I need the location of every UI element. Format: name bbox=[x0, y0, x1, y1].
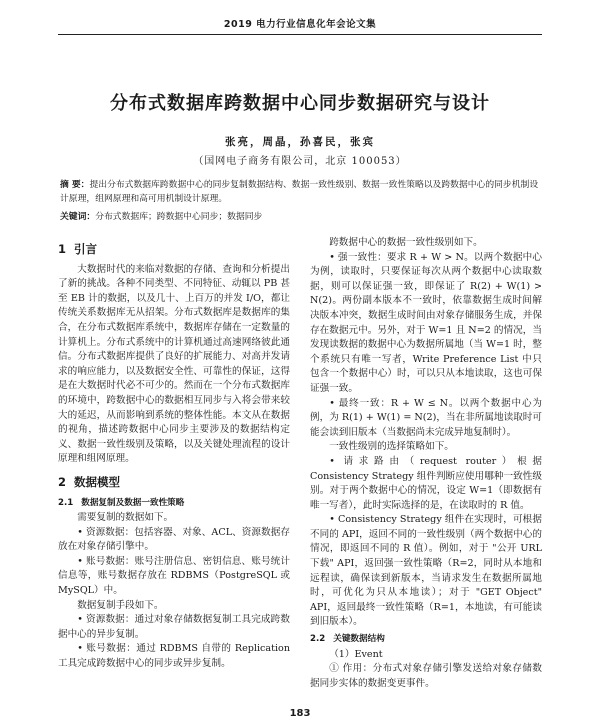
body-paragraph: ① 作用：分布式对象存储引擎发送给对象存储数据同步实体的数据变更事件。 bbox=[310, 663, 542, 689]
body-paragraph: • 账号数据：通过 RDBMS 自带的 Replication 工具完成跨数据中心的同步或异步复制。 bbox=[58, 643, 290, 670]
subsection-number: 2.1 bbox=[58, 497, 74, 508]
body-paragraph: • 最终一致：R + W ≤ N。以两个数据中心为例，为 R(1) + W(1) = N(2)，当在非所属地读取时可能会读到旧版本（当数据尚未完成异地复制时）。 bbox=[310, 397, 542, 438]
abstract-label: 摘 要： bbox=[60, 180, 90, 190]
running-header: 2019 电力行业信息化年会论文集 bbox=[58, 16, 542, 35]
paper-authors: 张亮，周晶，孙喜民，张宾 bbox=[225, 136, 375, 148]
body-paragraph: 一致性级别的选择策略如下。 bbox=[329, 441, 454, 453]
keywords-text: 分布式数据库；跨数据中心同步；数据同步 bbox=[95, 212, 263, 222]
subsection-title: 关键数据结构 bbox=[333, 634, 385, 645]
paper-affiliation: （国网电子商务有限公司，北京 100053） bbox=[193, 156, 407, 167]
body-paragraph: • 资源数据：包括容器、对象、ACL、资源数据存放在对象存储引擎中。 bbox=[58, 526, 290, 553]
paper-title: 分布式数据库跨数据中心同步数据研究与设计 bbox=[110, 93, 490, 114]
keywords bbox=[60, 210, 542, 224]
keywords-label: 关键词： bbox=[60, 212, 96, 222]
subsection-title: 数据复制及数据一致性策略 bbox=[81, 497, 185, 508]
section-title: 数据模型 bbox=[74, 474, 121, 489]
body-paragraph: • 请求路由（request router）根据 Consistency Strategy 组件判断应使用哪种一致性级别。对于两个数据中心的情况，设定 W=1（即数据有唯一写者），此时实际选择的是，在读取时的 R 值。 bbox=[310, 455, 542, 511]
body-paragraph: 数据复制手段如下。 bbox=[77, 599, 164, 611]
body-paragraph: • Consistency Strategy 组件在实现时，可根据不同的 API，返回不同的一致性级别（两个数据中心的情况，即返回不同的 R 值）。例如，对于 "公开 URL 下载" API，返回强一致性策略（R=2，同时从本地和远程读，确保读到新版本，当请求发生在数据所属地时，可优化为只从本地读）；对于 "GET Object" API，返回最终一致性策略（R=1，本地读，有可能读到旧版本）。 bbox=[310, 514, 542, 628]
section-number: 2 bbox=[58, 474, 67, 489]
section-number: 1 bbox=[58, 242, 67, 256]
body-paragraph: • 资源数据：通过对象存储数据复制工具完成跨数据中心的异步复制。 bbox=[58, 614, 290, 640]
section-heading-1 bbox=[58, 242, 290, 257]
body-paragraph: 需要复制的数据如下。 bbox=[77, 512, 174, 524]
body-paragraph: • 账号数据：账号注册信息、密钥信息、账号统计信息等，账号数据存放在 RDBMS（PostgreSQL 或 MySQL）中。 bbox=[58, 555, 290, 597]
abstract-text: 提出分布式数据库跨数据中心的同步复制数据结构、数据一致性级别、数据一致性策略以及跨数据中心的同步机制设计原理，组网原理和高可用机制设计原理。 bbox=[60, 180, 539, 204]
body-paragraph: （1）Event bbox=[329, 648, 383, 660]
left-column bbox=[58, 236, 290, 672]
subsection-heading-2-1 bbox=[58, 496, 290, 511]
right-column bbox=[310, 236, 542, 691]
body-paragraph: • 强一致性：要求 R + W > N。以两个数据中心为例，读取时，只要保证每次从两个数据中心读取数据，则可以保证强一致，即保证了 R(2) + W(1) > N(2)。两份副本版本不一致时，依靠数据生成时间解决版本冲突，数据生成时间由对象存储服务生成，并保存在数据元中。另外，对于 W=1 且 N=2 的情况，当发现读数据的数据中心为数据所属地（当 W=1 时，整个系统只有唯一写者，Write Preference List 中只包含一个数据中心）时，可以只从本地读取，这也可保证强一致。 bbox=[310, 251, 542, 394]
abstract bbox=[60, 178, 542, 206]
body-paragraph: 跨数据中心的数据一致性级别如下。 bbox=[329, 237, 483, 248]
section-title: 引言 bbox=[74, 242, 98, 256]
page-number: 183 bbox=[289, 708, 311, 719]
intro-paragraph: 大数据时代的来临对数据的存储、查询和分析提出了新的挑战。各种不同类型、不同特征、动辄以 PB 甚至 EB 计的数据，以及几十、上百万的并发 I/O，都让传统关系数据库无从招架。分布式数据库是数据库的集合，在分布式数据库系统中，数据库存储在一定数量的计算机上。分布式系统中的计算机通过高速网络彼此通信。分布式数据库提供了良好的扩展能力、对高并发请求的响应能力，以及数据安全性、可靠性的保证，这得是在大数据时代必不可少的。然而在一个分布式数据库的环境中，跨数据中心的数据相互同步与入将会带来较大的延迟，从而影响到系统的整体性能。本文从在数据的视角，描述跨数据中心同步主要涉及的数据结构定义、数据一致性级别及策略，以及关键处理流程的设计原理和组网原理。 bbox=[58, 263, 290, 465]
section-heading-2 bbox=[58, 475, 290, 490]
subsection-number: 2.2 bbox=[310, 634, 326, 645]
subsection-heading-2-2 bbox=[310, 632, 542, 647]
